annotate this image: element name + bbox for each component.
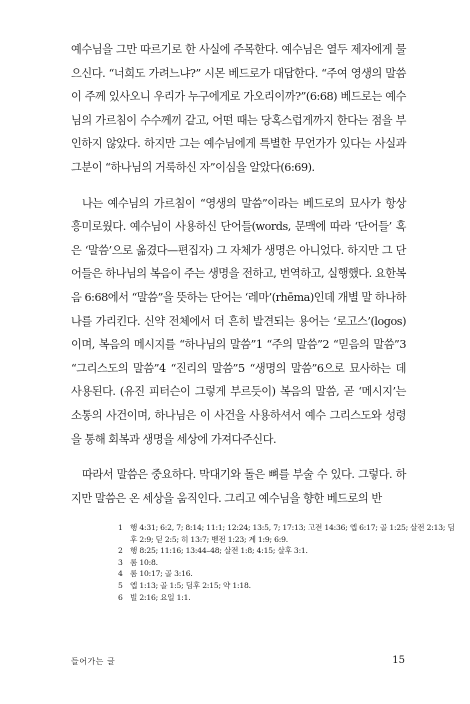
footnote-number: 5 (118, 580, 123, 590)
footnote-3 (118, 557, 418, 569)
paragraph-2 (71, 192, 406, 452)
footnote-1-continuation (118, 534, 418, 546)
footnote-number: 2 (118, 546, 123, 556)
paragraph-3 (71, 463, 406, 510)
page-number: 15 (392, 655, 405, 666)
footnote-text: 행 4:31; 6:2, 7; 8:14; 11:1; 12:24; 13:5, 7; 17:13; 고전 14:36; 엡 6:17; 골 1:25; 살전 2:13; 딤 (130, 523, 455, 532)
running-title: 들어가는 글 (71, 657, 116, 666)
paragraph-2-text: 나는 예수님의 가르침이 “영생의 말씀”이라는 베드로의 묘사가 항상 흥미로웠다. 예수님이 사용하신 단어들(words, 문맥에 따라 ‘단어들’ 혹은 ‘말씀’으로 옮겼다—편집자) 그 자체가 생명은 아니었다. 하지만 그 단어들은 하나님의 복음이 주는 생명을 전하고, 번역하고, 실행했다. 요한복음 6:68에서 “말씀”을 뜻하는 단어는 ‘레마’(rhēma)인데 개별 말 하나하나를 가리킨다. 신약 전체에서 더 흔히 발견되는 용어는 ‘로고스’(logos)이며, 복음의 메시지를 “하나님의 말씀”1 “주의 말씀”2 “믿음의 말씀”3 “그리스도의 말씀”4 “진리의 말씀”5 “생명의 말씀”6으로 묘사하는 데 사용된다. (유진 피터슨이 그렇게 부르듯이) 복음의 말씀, 곧 ‘메시지’는 소통의 사건이며, 하나님은 이 사건을 사용하셔서 예수 그리스도와 성령을 통해 회복과 생명을 세상에 가져다주신다. (71, 196, 406, 446)
footnote-text: 엡 1:13; 골 1:5; 딤후 2:15; 약 1:18. (130, 580, 251, 590)
footnote-text: 행 8:25; 11:16; 13:44–48; 살전 1:8; 4:15; 살후 3:1. (130, 546, 308, 556)
footnote-4 (118, 568, 418, 580)
footnote-text: 빌 2:16; 요일 1:1. (130, 592, 191, 602)
footnote-5 (118, 580, 418, 592)
footnote-6 (118, 592, 418, 604)
paragraph-1 (71, 38, 406, 180)
footnote-number: 6 (118, 592, 123, 602)
page-footer (71, 655, 405, 669)
footnote-1 (118, 522, 455, 534)
footnote-number: 1 (118, 523, 123, 532)
footnote-2 (118, 545, 418, 557)
paragraph-3-text: 따라서 말씀은 중요하다. 막대기와 돌은 뼈를 부술 수 있다. 그렇다. 하지만 말씀은 온 세상을 움직인다. 그리고 예수님을 향한 베드로의 반 (71, 468, 406, 505)
footnotes (118, 522, 455, 603)
footnote-number: 4 (118, 569, 123, 579)
footnote-text: 롬 10:8. (130, 557, 158, 567)
paragraph-1-text: 예수님을 그만 따르기로 한 사실에 주목한다. 예수님은 열두 제자에게 물으신다. “너희도 가려느냐?” 시몬 베드로가 대답한다. “주여 영생의 말씀이 주께 있사오니 우리가 누구에게로 가오리이까?”(6:68) 베드로는 예수님의 가르침이 수수께끼 같고, 어떤 때는 당혹스럽게까지 한다는 점을 부인하지 않았다. 하지만 그는 예수님에게 특별한 무언가가 있다는 사실과 그분이 “하나님의 거룩하신 자”이심을 알았다(6:69). (71, 43, 406, 174)
footnote-number: 3 (118, 557, 123, 567)
main-text (71, 38, 406, 510)
footnote-text: 후 2:9; 딛 2:5; 히 13:7; 벧전 1:23; 계 1:9; 6:9. (130, 534, 288, 544)
footnote-text: 롬 10:17; 골 3:16. (130, 569, 193, 579)
